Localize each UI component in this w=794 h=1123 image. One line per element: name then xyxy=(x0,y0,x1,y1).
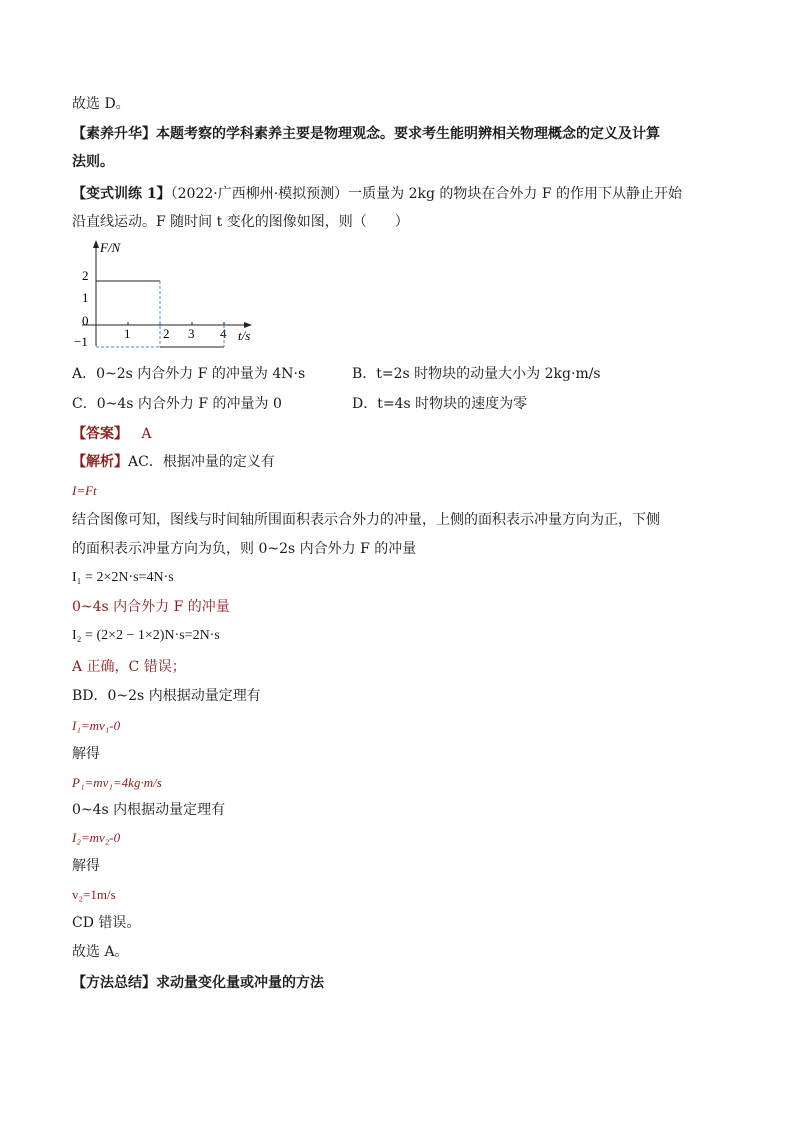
option-d[interactable]: D．t=4s 时物块的速度为零 xyxy=(352,396,528,412)
variant-text-2: 沿直线运动。F 随时间 t 变化的图像如图，则（ ） xyxy=(72,214,409,230)
equation-p1: P₁=mv₁=4kg·m/s xyxy=(72,775,162,790)
force-time-graph xyxy=(72,238,272,356)
analysis-text-7: 解得 xyxy=(72,746,100,762)
option-a[interactable]: A．0~2s 内合外力 F 的冲量为 4N·s xyxy=(72,366,306,382)
analysis-text-11: 故选 A。 xyxy=(72,944,129,960)
equation-i2: I₂ = (2×2 − 1×2)N·s=2N·s xyxy=(72,628,220,643)
literacy-tag: 【素养升华】 xyxy=(72,126,156,142)
x-tick-4: 4 xyxy=(220,326,227,341)
conclusion-d: 故选 D。 xyxy=(72,96,130,112)
equation-v2: v₂=1m/s xyxy=(72,887,116,902)
y-tick-1: 1 xyxy=(82,290,89,305)
variant-text: （2022·广西柳州·模拟预测）一质量为 2kg 的物块在合外力 F 的作用下从静止开始 xyxy=(170,186,683,202)
method-tag: 【方法总结】 xyxy=(72,975,156,991)
equation-momentum-2: I₂=mv₂-0 xyxy=(72,830,121,845)
x-tick-3: 3 xyxy=(188,326,195,341)
analysis-text-5: A 正确，C 错误； xyxy=(72,659,186,675)
analysis-label: 【解析】 xyxy=(72,454,128,470)
option-b[interactable]: B．t=2s 时物块的动量大小为 2kg·m/s xyxy=(352,366,601,382)
analysis-text-10: CD 错误。 xyxy=(72,915,141,931)
option-c[interactable]: C．0~4s 内合外力 F 的冲量为 0 xyxy=(72,396,282,412)
y-tick-0: 0 xyxy=(82,313,89,328)
y-tick-neg1: −1 xyxy=(74,334,88,349)
equation-impulse-def: I=Ft xyxy=(72,483,97,498)
equation-i1: I₁ = 2×2N·s=4N·s xyxy=(72,570,174,585)
analysis-line-1 xyxy=(72,452,275,472)
analysis-text-6: BD．0~2s 内根据动量定理有 xyxy=(72,688,261,704)
x-tick-2: 2 xyxy=(163,326,170,341)
analysis-text-2: 结合图像可知，图线与时间轴所围面积表示合外力的冲量，上侧的面积表示冲量方向为正，下侧 xyxy=(72,512,660,528)
equation-momentum-1: I₁=mv₁-0 xyxy=(72,718,121,733)
answer-value: A xyxy=(141,426,152,442)
x-axis-label: t/s xyxy=(238,328,251,343)
literacy-text: 本题考察的学科素养主要是物理观念。要求考生能明辨相关物理概念的定义及计算 xyxy=(156,126,660,142)
y-axis-arrow xyxy=(93,240,99,248)
literacy-text-2: 法则。 xyxy=(72,154,114,170)
literacy-paragraph xyxy=(72,124,660,144)
force-series xyxy=(96,281,224,347)
y-tick-2: 2 xyxy=(82,268,89,283)
x-tick-1: 1 xyxy=(124,326,131,341)
variant-paragraph xyxy=(72,184,682,204)
answer-label: 【答案】 xyxy=(72,426,128,442)
method-text: 求动量变化量或冲量的方法 xyxy=(156,975,324,991)
answer-line xyxy=(72,424,151,444)
analysis-text-1: AC．根据冲量的定义有 xyxy=(128,454,275,470)
analysis-text-8: 0~4s 内根据动量定理有 xyxy=(72,802,226,818)
method-summary xyxy=(72,973,324,993)
analysis-text-3: 的面积表示冲量方向为负，则 0~2s 内合外力 F 的冲量 xyxy=(72,541,417,557)
y-axis-label: F/N xyxy=(100,240,121,255)
variant-tag: 【变式训练 1】 xyxy=(72,186,171,202)
analysis-text-9: 解得 xyxy=(72,858,100,874)
analysis-text-4: 0~4s 内合外力 F 的冲量 xyxy=(72,599,230,615)
